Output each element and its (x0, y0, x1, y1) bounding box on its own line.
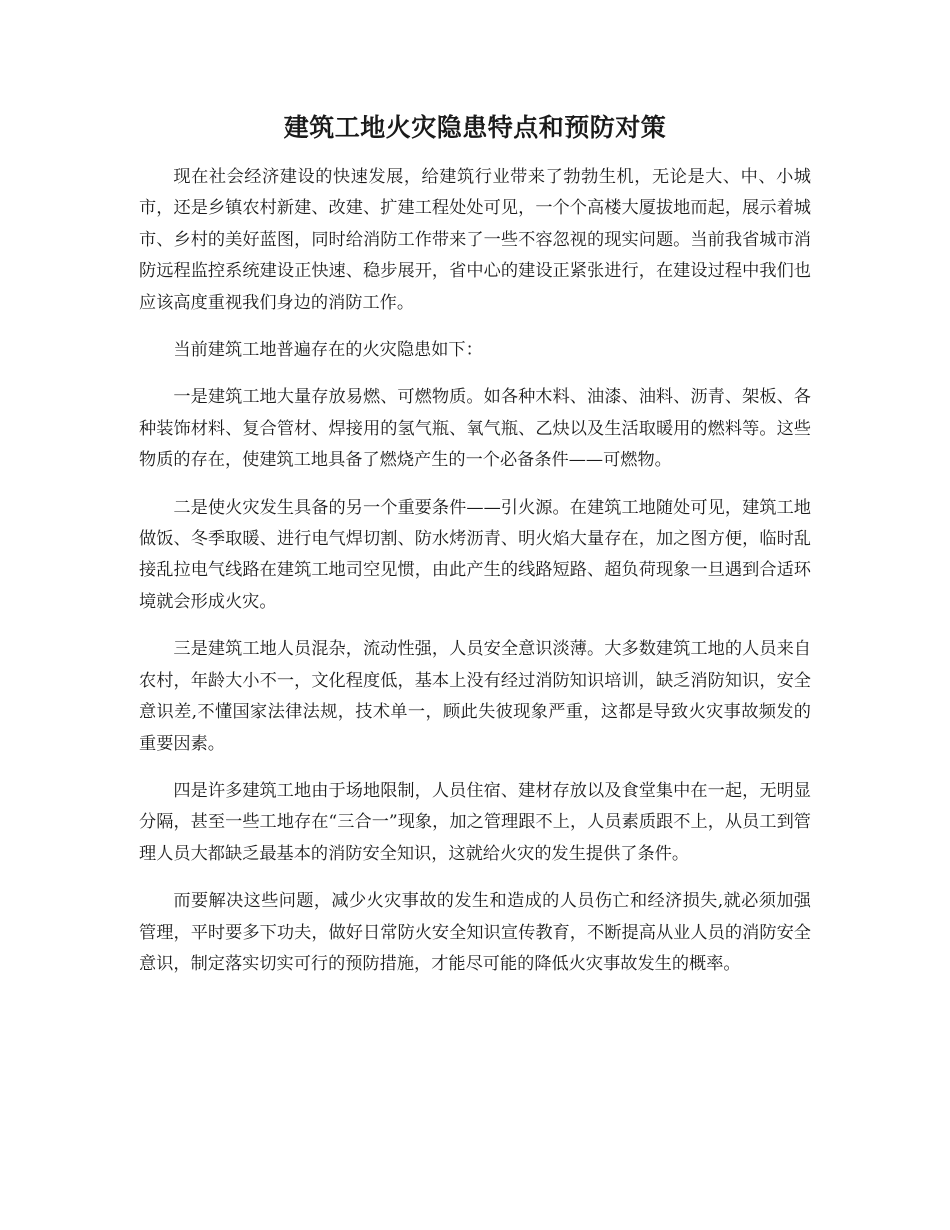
hazard-4-paragraph: 四是许多建筑工地由于场地限制，人员住宿、建材存放以及食堂集中在一起，无明显分隔，甚至一些工地存在“三合一”现象，加之管理跟不上，人员素质跟不上，从员工到管理人员大都缺乏最基本的消防安全知识，这就给火灾的发生提供了条件。 (139, 780, 811, 864)
conclusion-paragraph: 而要解决这些问题，减少火灾事故的发生和造成的人员伤亡和经济损失,就必须加强管理，平时要多下功夫，做好日常防火安全知识宣传教育，不断提高从业人员的消防安全意识，制定落实切实可行的预防措施，才能尽可能的降低火灾事故发生的概率。 (139, 891, 811, 974)
hazard-2-paragraph: 二是使火灾发生具备的另一个重要条件——引火源。在建筑工地随处可见，建筑工地做饭、冬季取暖、进行电气焊切割、防水烤沥青、明火焰大量存在，加之图方便，临时乱接乱拉电气线路在建筑工地司空见惯，由此产生的线路短路、超负荷现象一旦遇到合适环境就会形成火灾。 (139, 497, 811, 612)
document-title: 建筑工地火灾隐患特点和预防对策 (283, 113, 667, 142)
document-page (139, 108, 811, 996)
hazard-1-paragraph: 一是建筑工地大量存放易燃、可燃物质。如各种木料、油漆、油料、沥青、架板、各种装饰材料、复合管材、焊接用的氢气瓶、氧气瓶、乙炔以及生活取暖用的燃料等。这些物质的存在，使建筑工地具备了燃烧产生的一个必备条件——可燃物。 (139, 387, 811, 471)
hazard-3-paragraph: 三是建筑工地人员混杂，流动性强，人员安全意识淡薄。大多数建筑工地的人员来自农村，年龄大小不一，文化程度低，基本上没有经过消防知识培训，缺乏消防知识，安全意识差,不懂国家法律法规，技术单一，顾此失彼现象严重，这都是导致火灾事故频发的重要因素。 (139, 639, 811, 754)
intro-paragraph: 现在社会经济建设的快速发展，给建筑行业带来了勃勃生机，无论是大、中、小城市，还是乡镇农村新建、改建、扩建工程处处可见，一个个高楼大厦拔地而起，展示着城市、乡村的美好蓝图，同时给消防工作带来了一些不容忽视的现实问题。当前我省城市消防远程监控系统建设正快速、稳步展开，省中心的建设正紧张进行，在建设过程中我们也应该高度重视我们身边的消防工作。 (139, 167, 811, 313)
hazards-intro-paragraph: 当前建筑工地普遍存在的火灾隐患如下： (173, 340, 483, 361)
